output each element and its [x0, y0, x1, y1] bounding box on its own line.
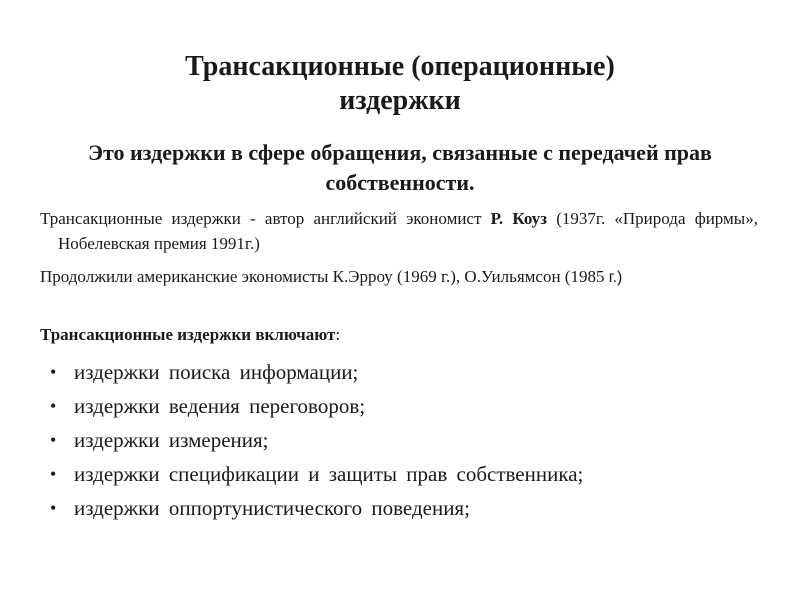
bullet-icon: • — [50, 464, 57, 484]
bullet-icon: • — [50, 430, 57, 450]
paragraph-followers-text-b: г.) — [608, 269, 623, 286]
includes-label: Трансакционные издержки включают — [40, 325, 336, 344]
includes-heading — [40, 322, 340, 347]
slide-title — [0, 50, 800, 118]
paragraph-author-text-b: (1937г. «Природа фирмы», Нобелевская премия 1991г.) — [58, 209, 758, 253]
list-item-text: издержки поиска информации; — [74, 360, 359, 384]
list-item — [40, 355, 780, 389]
paragraph-author — [40, 206, 758, 256]
slide-title-line-2: издержки — [339, 85, 461, 116]
list-item-text: издержки измерения; — [74, 428, 269, 452]
list-item-text: издержки оппортунистического поведения; — [74, 496, 470, 520]
list-item-text: издержки ведения переговоров; — [74, 394, 366, 418]
paragraph-followers-text-a: Продолжили американские экономисты К.Эрроу (1969 г.), О.Уильямсон (1985 — [40, 267, 609, 286]
bullet-icon: • — [50, 396, 57, 416]
cost-list — [40, 355, 780, 525]
list-item — [40, 389, 780, 423]
list-item — [40, 457, 780, 491]
slide-title-line-1: Трансакционные (операционные) — [185, 51, 615, 82]
paragraph-followers — [40, 264, 758, 290]
author-name: Р. Коуз — [490, 209, 548, 228]
bullet-icon: • — [50, 362, 57, 382]
bullet-icon: • — [50, 498, 57, 518]
definition-text: Это издержки в сфере обращения, связанные с передачей прав собственности. — [88, 140, 712, 195]
paragraph-author-text-a: Трансакционные издержки - автор английский экономист — [40, 209, 491, 228]
list-item — [40, 491, 780, 525]
includes-colon: : — [335, 325, 341, 344]
list-item — [40, 423, 780, 457]
list-item-text: издержки спецификации и защиты прав собственника; — [74, 462, 584, 486]
